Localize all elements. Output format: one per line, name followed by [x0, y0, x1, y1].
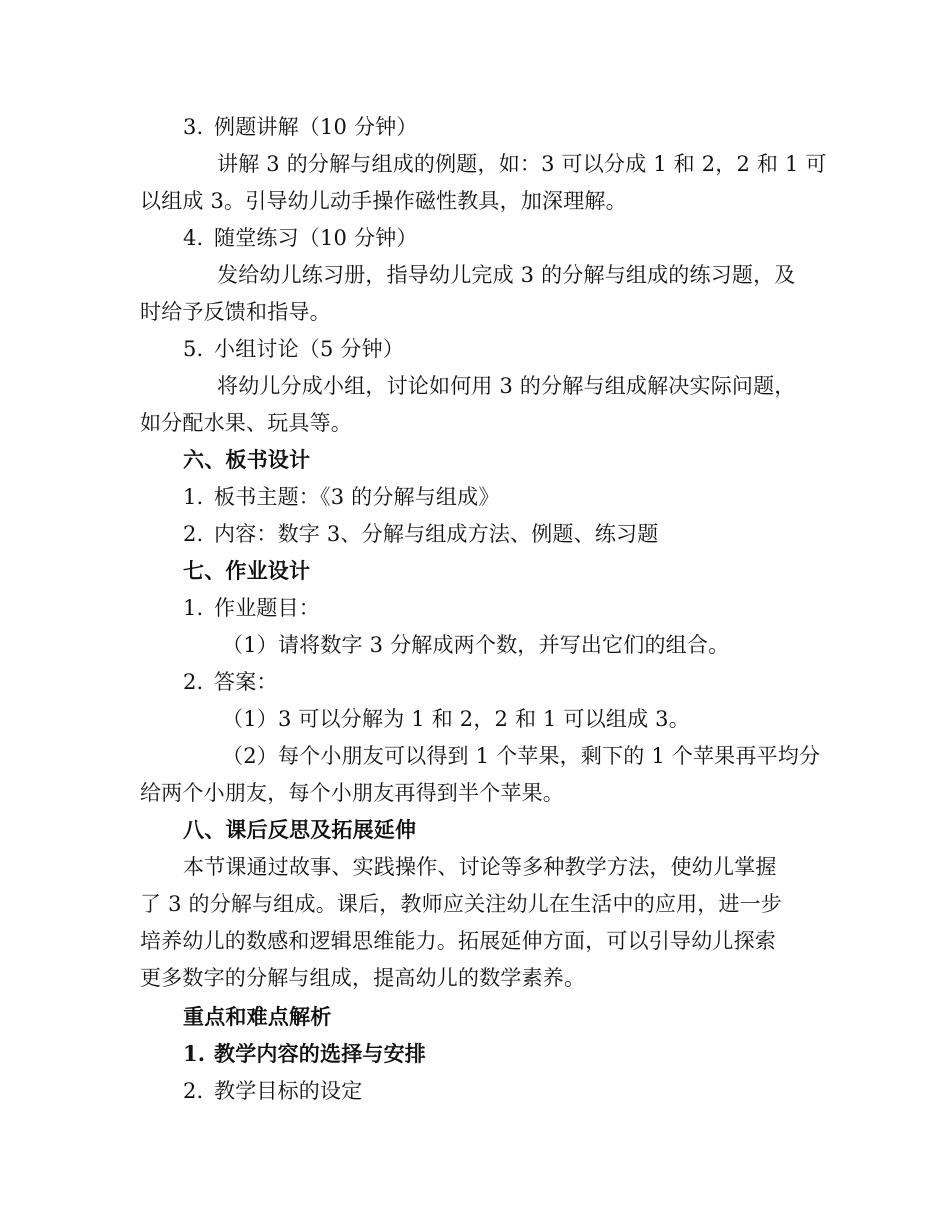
paragraph-line: 培养幼儿的数感和逻辑思维能力。拓展延伸方面，可以引导幼儿探索: [140, 929, 776, 953]
list-item-bold: [183, 1040, 863, 1068]
list-number: 4.: [183, 226, 204, 250]
list-number: 1.: [183, 485, 204, 509]
list-item: [183, 483, 863, 511]
section-heading: 重点和难点解析: [183, 1004, 332, 1029]
list-text: 例题讲解（10 分钟）: [214, 115, 418, 139]
list-item-practice: [183, 224, 863, 252]
paragraph-line: （2）每个小朋友可以得到 1 个苹果，剩下的 1 个苹果再平均分: [222, 744, 821, 768]
list-number: 1.: [183, 596, 204, 620]
list-number: 2.: [183, 522, 204, 546]
list-text: 答案：: [214, 670, 278, 694]
paragraph-line: 时给予反馈和指导。: [140, 300, 331, 324]
paragraph-line: 了 3 的分解与组成。课后，教师应关注幼儿在生活中的应用，进一步: [140, 892, 783, 916]
paragraph-line: 将幼儿分成小组，讨论如何用 3 的分解与组成解决实际问题，: [217, 374, 796, 398]
paragraph-line: 更多数字的分解与组成，提高幼儿的数学素养。: [140, 966, 586, 990]
paragraph-line: 讲解 3 的分解与组成的例题，如：3 可以分成 1 和 2，2 和 1 可: [217, 152, 827, 176]
paragraph-line: 如分配水果、玩具等。: [140, 411, 352, 435]
paragraph-line: 给两个小朋友，每个小朋友再得到半个苹果。: [140, 781, 564, 805]
list-item: [183, 668, 863, 696]
list-item-example-explanation: [183, 113, 863, 141]
list-text: 随堂练习（10 分钟）: [214, 226, 418, 250]
list-number: 3.: [183, 115, 204, 139]
section-heading: 七、作业设计: [183, 558, 311, 583]
paragraph-line: （1）3 可以分解为 1 和 2，2 和 1 可以组成 3。: [222, 707, 690, 731]
list-number: 1.: [183, 1041, 206, 1066]
list-text: 小组讨论（5 分钟）: [214, 337, 405, 361]
list-text: 作业题目：: [214, 596, 320, 620]
section-heading: 六、板书设计: [183, 447, 311, 472]
list-item: [183, 1077, 863, 1105]
list-item-group-discussion: [183, 335, 863, 363]
list-number: 5.: [183, 337, 204, 361]
paragraph-line: 本节课通过故事、实践操作、讨论等多种教学方法，使幼儿掌握: [183, 855, 777, 879]
section-heading: 八、课后反思及拓展延伸: [183, 817, 417, 842]
list-item: [183, 520, 863, 548]
list-text: 内容：数字 3、分解与组成方法、例题、练习题: [214, 522, 659, 546]
paragraph-line: 以组成 3。引导幼儿动手操作磁性教具，加深理解。: [140, 189, 627, 213]
list-text: 教学内容的选择与安排: [214, 1041, 426, 1066]
paragraph-line: 发给幼儿练习册，指导幼儿完成 3 的分解与组成的练习题，及: [217, 263, 796, 287]
list-text: 教学目标的设定: [214, 1079, 363, 1103]
list-number: 2.: [183, 1079, 204, 1103]
paragraph-line: （1）请将数字 3 分解成两个数，并写出它们的组合。: [222, 633, 730, 657]
list-item: [183, 594, 863, 622]
list-number: 2.: [183, 670, 204, 694]
list-text: 板书主题：《3 的分解与组成》: [214, 485, 500, 509]
